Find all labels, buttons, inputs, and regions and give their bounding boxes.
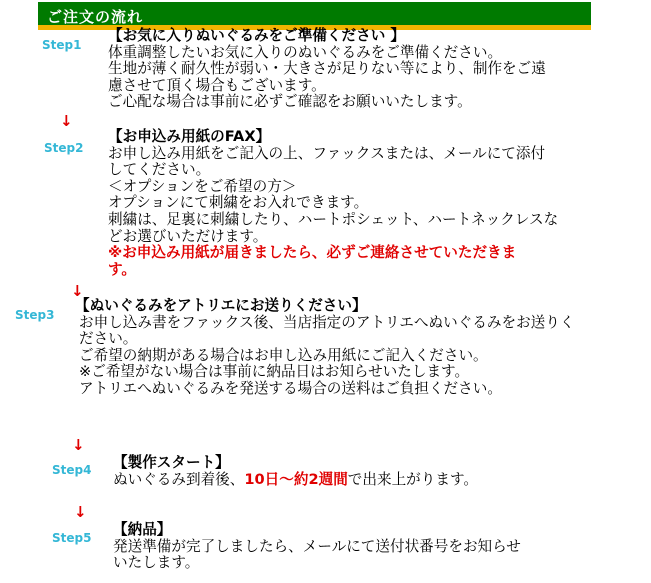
- step2-line: ＜オプションをご希望の方＞: [108, 177, 297, 195]
- step2-notice: ※お申込み用紙が届きましたら、必ずご連絡させていただきま: [108, 244, 517, 262]
- step3-line: ださい。: [79, 330, 138, 348]
- down-arrow-icon: ↓: [74, 503, 87, 521]
- step4-text: ぬいぐるみ到着後、: [113, 470, 245, 488]
- down-arrow-icon: ↓: [71, 282, 84, 300]
- step1-line: ご心配な場合は事前に必ずご確認をお願いいたします。: [108, 93, 472, 111]
- step3-content: [75, 298, 574, 398]
- step4-label: Step4: [52, 463, 92, 477]
- step3-line: お申し込み書をファックス後、当店指定のアトリエへぬいぐるみをお送りく: [79, 313, 575, 331]
- step2-line: どお選びいただけます。: [108, 227, 268, 245]
- step1-line: 慮させて頂く場合もございます。: [108, 76, 326, 94]
- step2-label: Step2: [44, 141, 84, 155]
- step2-notice: す。: [108, 260, 137, 278]
- step4-title: 【製作スタート】: [113, 454, 230, 471]
- step2-line: オプションにて刺繍をお入れできます。: [108, 194, 369, 212]
- step5-title: 【納品】: [113, 521, 172, 538]
- section-title: ご注文の流れ: [47, 9, 144, 26]
- down-arrow-icon: ↓: [72, 436, 85, 454]
- step2-title: 【お申込み用紙のFAX】: [108, 128, 271, 145]
- step2-line: してください。: [108, 161, 211, 179]
- step4-duration-highlight: 10日～約2週間: [244, 470, 348, 488]
- step4-line: [113, 472, 478, 489]
- step3-line: ※ご希望がない場合は事前に納品日はお知らせいたします。: [79, 363, 470, 381]
- step2-line: 刺繍は、足裏に刺繍したり、ハートポシェット、ハートネックレスな: [108, 210, 559, 228]
- step1-line: 生地が薄く耐久性が弱い・大きさが足りない等により、制作をご遠: [108, 60, 546, 78]
- step2-content: [108, 129, 558, 278]
- step3-line: アトリエへぬいぐるみを発送する場合の送料はご負担ください。: [79, 379, 502, 397]
- section-header: [38, 2, 591, 30]
- step5-line: いたします。: [113, 554, 200, 572]
- step1-line: 体重調整したいお気に入りのぬいぐるみをご準備ください。: [108, 43, 503, 61]
- step3-line: ご希望の納期がある場合はお申し込み用紙にご記入ください。: [79, 346, 488, 364]
- step3-title: 【ぬいぐるみをアトリエにお送りください】: [75, 297, 367, 314]
- step1-content: [108, 28, 546, 111]
- step2-line: お申し込み用紙をご記入の上、ファックスまたは、メールにて添付: [108, 144, 546, 162]
- down-arrow-icon: ↓: [60, 112, 73, 130]
- step5-label: Step5: [52, 531, 92, 545]
- step3-label: Step3: [15, 308, 55, 322]
- step1-label: Step1: [42, 38, 82, 52]
- step4-text: で出来上がります。: [347, 470, 478, 488]
- step1-title: 【お気に入りぬいぐるみをご準備ください 】: [108, 27, 405, 44]
- step4-content: [113, 455, 478, 488]
- step5-line: 発送準備が完了しましたら、メールにて送付状番号をお知らせ: [113, 537, 521, 555]
- step5-content: [113, 522, 521, 572]
